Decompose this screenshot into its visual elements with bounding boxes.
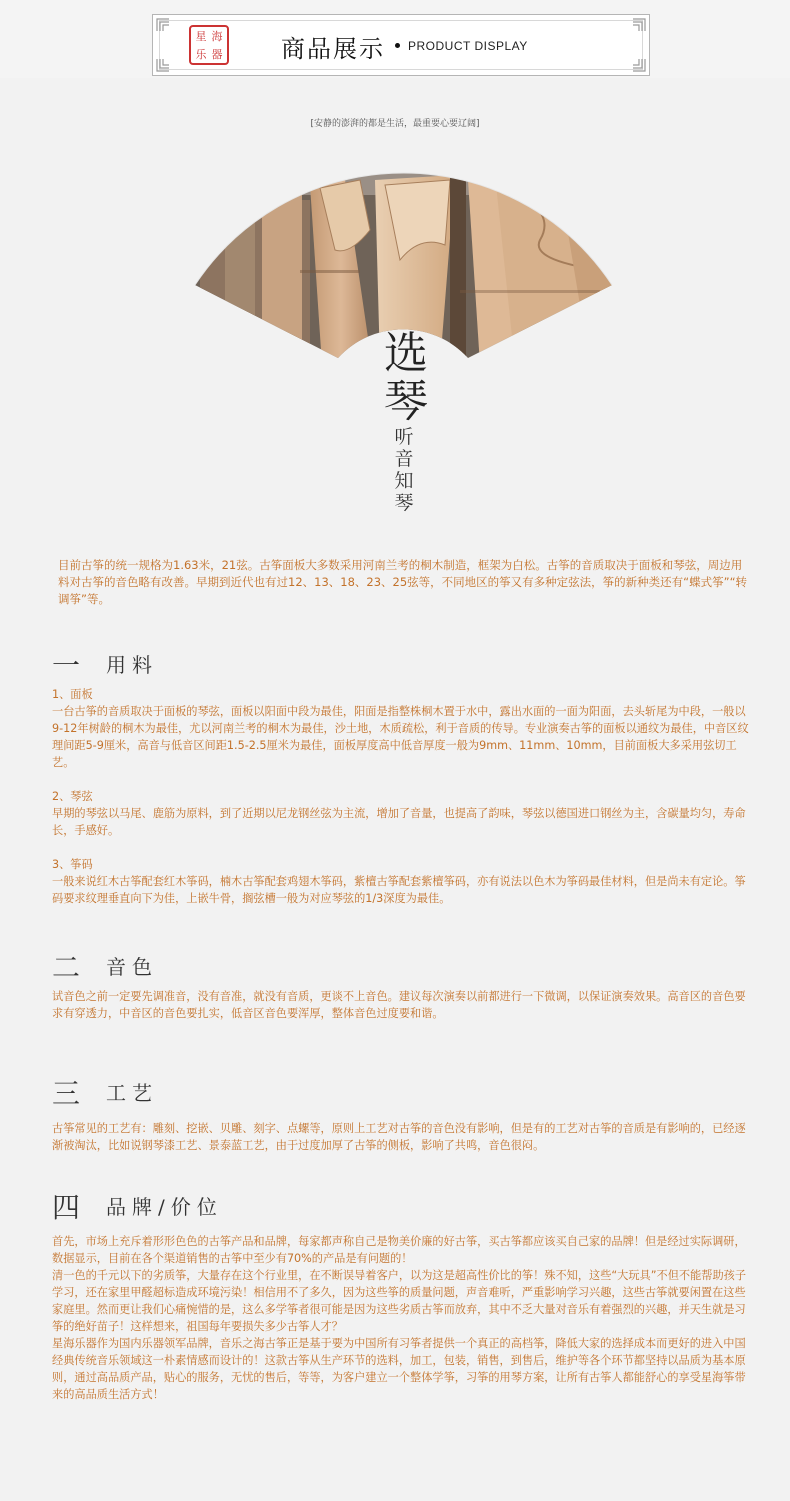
section-title-cn: 商品展示	[281, 35, 385, 63]
banner-heading: 选 琴	[384, 328, 428, 427]
banner-subheading: 听 音 知 琴	[394, 426, 414, 514]
section-body-brand-price: 首先，市场上充斥着形形色色的古筝产品和品牌，每家都声称自己是物美价廉的好古筝，买古筝都应该买自己家的品牌！但是经过实际调研，数据显示，目前在各个渠道销售的古筝中至少有70%的产品是有问题的！ 清一色的千元以下的劣质筝，大量存在这个行业里，在不断误导着客户，以为这是超高性价比的筝！殊不知，这些“大玩具”不但不能帮助孩子学习，还在家里甲醛超标造成环境污染！相信用不了多久，因为这些筝的质量问题，声音难听，严重影响学习兴趣，这些古筝就要闲置在这些家庭里。然而更让我们心痛惋惜的是，这么多学筝者很可能是因为这些劣质古筝而放弃，其中不乏大量对音乐有着强烈的兴趣，并天生就是习筝的绝好苗子！这样想来，祖国每年要损失多少古筝人才？ 星海乐器作为国内乐器领军品牌，音乐之海古筝正是基于要为中国所有习筝者提供一个真正的高档筝，降低大家的选择成本而更好的进入中国经典传统音乐领域这一朴素情感而设计的！这款古筝从生产环节的选料，加工，包装，销售，到售后，维护等各个环节都坚持以品质为基本原则，通过高品质产品，贴心的服务，无忧的售后，等等，为客户建立一个整体学筝，习筝的用琴方案，让所有古筝人都能舒心的享受星海筝带来的高品质生活方式！	[52, 1235, 747, 1401]
section-body-tone: 试音色之前一定要先调准音，没有音准，就没有音质，更谈不上音色。建议每次演奏以前都进行一下微调，以保证演奏效果。高音区的音色要求有穿透力，中音区的音色要扎实，低音区音色要浑厚，整体音色过度要和谐。	[52, 990, 746, 1020]
section-heading-tone: 二 音色	[52, 951, 158, 984]
section-heading-craft: 三 工艺	[52, 1077, 158, 1110]
brand-seal-logo: 星 海 乐 器	[189, 25, 229, 65]
section-heading-materials: 一 用料	[52, 649, 158, 682]
section-body-craft: 古筝常见的工艺有：雕刻、挖嵌、贝雕、刻字、点螺等，原则上工艺对古筝的音色没有影响，但是有的工艺对古筝的音质是有影响的，已经逐渐被淘汰，比如说钢琴漆工艺、景泰蓝工艺，由于过度加厚了古筝的侧板，影响了共鸣，音色很闷。	[52, 1122, 746, 1152]
tagline: [安静的澎湃的都是生活，最重要心要辽阔]	[310, 119, 480, 129]
intro-paragraph: 目前古筝的统一规格为1.63米，21弦。古筝面板大多数采用河南兰考的桐木制造，框架为白松。古筝的音质取决于面板和琴弦，周边用料对古筝的音色略有改善。早期到近代也有过12、13、18、23、25弦等，不同地区的筝又有多种定弦法，筝的新种类还有“蝶式筝”“转调筝”等。	[58, 558, 748, 606]
section-body-materials: 1、面板 一台古筝的音质取决于面板的琴弦，面板以阳面中段为最佳，阳面是指整株桐木置于水中，露出水面的一面为阳面，去头斩尾为中段，一般以9-12年树龄的桐木为最佳，尤以河南兰考的桐木为最佳，沙土地，木质疏松，利于音质的传导。专业演奏古筝的面板以通纹为最佳，中音区纹理间距5-9厘米，高音与低音区间距1.5-2.5厘米为最佳，面板厚度高中低音厚度一般为9mm、11mm、10mm，目前面板大多采用弦切工艺。 2、琴弦 早期的琴弦以马尾、鹿筋为原料，到了近期以尼龙钢丝弦为主流，增加了音量，也提高了韵味，琴弦以德国进口钢丝为主，含碳量均匀，寿命长，手感好。 3、筝码 一般来说红木古筝配套红木筝码，楠木古筝配套鸡翅木筝码，紫檀古筝配套紫檀筝码，亦有说法以色木为筝码最佳材料，但是尚未有定论。筝码要求纹理垂直向下为佳，上嵌牛骨，搁弦槽一般为对应琴弦的1/3深度为最佳。	[52, 688, 749, 905]
section-heading-brand-price: 四 品牌/价位	[52, 1191, 223, 1224]
section-title-en: PRODUCT DISPLAY	[408, 39, 528, 53]
